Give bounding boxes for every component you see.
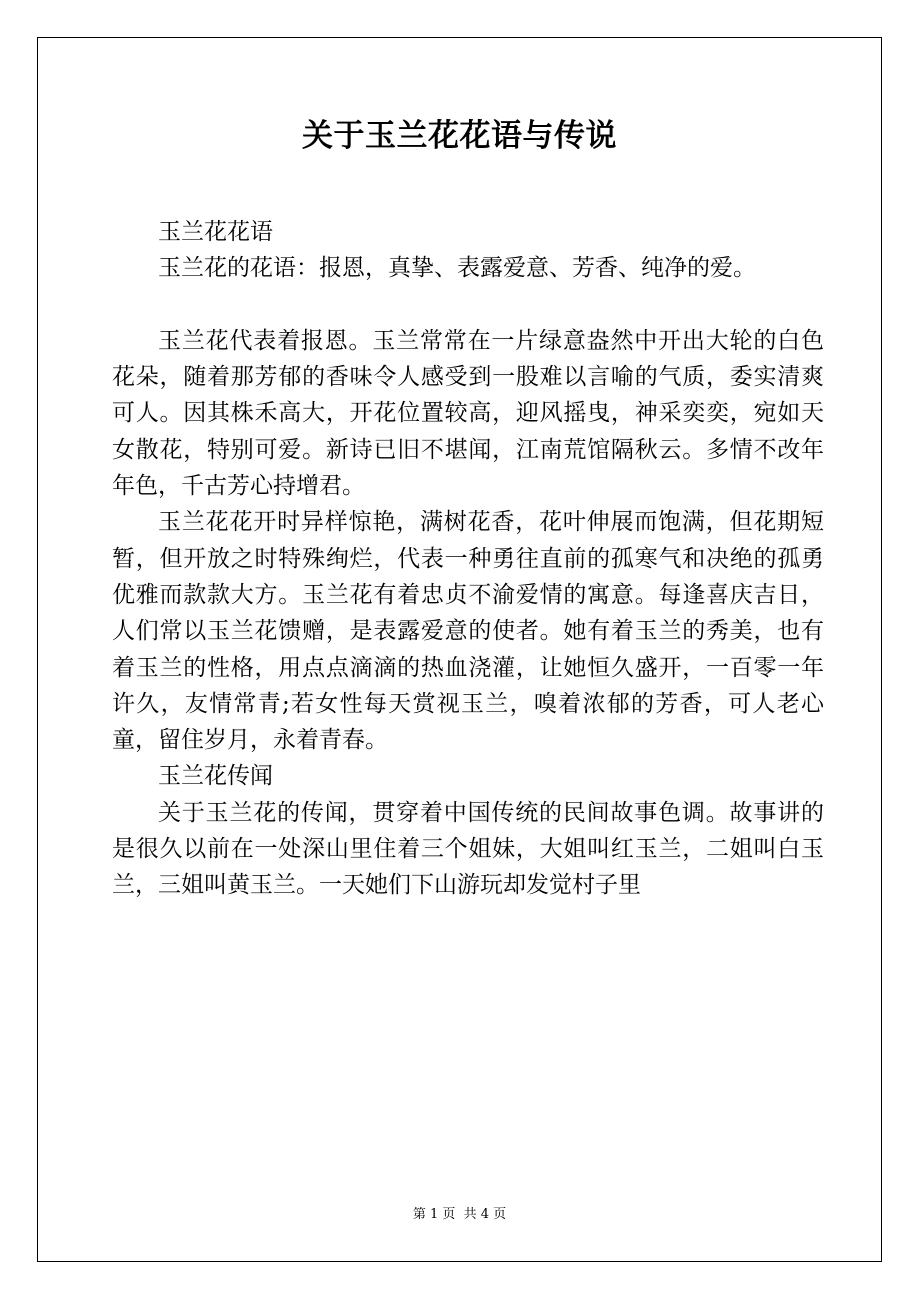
paragraph-flower-language: 玉兰花的花语：报恩，真挚、表露爱意、芳香、纯净的爱。 (158, 255, 756, 282)
section-heading-legend: 玉兰花传闻 (158, 763, 273, 790)
section-heading-flower-language: 玉兰花花语 (158, 219, 273, 245)
document-title: 关于玉兰花花语与传说 (302, 118, 617, 154)
paragraph-legend: 关于玉兰花的传闻，贯穿着中国传统的民间故事色调。故事讲的是很久以前在一处深山里住着三个姐妹，大姐叫红玉兰，二姐叫白玉兰，三姐叫黄玉兰。一天她们下山游玩却发觉村子里 (112, 799, 824, 899)
page-footer (37, 1206, 882, 1224)
paragraph-gratitude: 玉兰花代表着报恩。玉兰常常在一片绿意盎然中开出大轮的白色花朵，随着那芳郁的香味令人感受到一股难以言喻的气质，委实清爽可人。因其株禾高大，开花位置较高，迎风摇曳，神采奕奕，宛如天女散花，特别可爱。新诗已旧不堪闻，江南荒馆隔秋云。多情不改年年色，千古芳心持增君。 (112, 327, 824, 500)
page-number: 第 1 页 (412, 1207, 456, 1222)
blank-line (112, 287, 824, 323)
page-total: 共 4 页 (463, 1207, 507, 1222)
paragraph-love-meaning: 玉兰花花开时异样惊艳，满树花香，花叶伸展而饱满，但花期短暂，但开放之时特殊绚烂，代表一种勇往直前的孤寒气和决绝的孤勇优雅而款款大方。玉兰花有着忠贞不渝爱情的寓意。每逢喜庆吉日，人们常以玉兰花馈赠，是表露爱意的使者。她有着玉兰的秀美，也有着玉兰的性格，用点点滴滴的热血浇灌，让她恒久盛开，一百零一年许久，友情常青;若女性每天赏视玉兰，嗅着浓郁的芳香，可人老心童，留住岁月，永着青春。 (112, 509, 824, 754)
document-body (112, 214, 824, 904)
